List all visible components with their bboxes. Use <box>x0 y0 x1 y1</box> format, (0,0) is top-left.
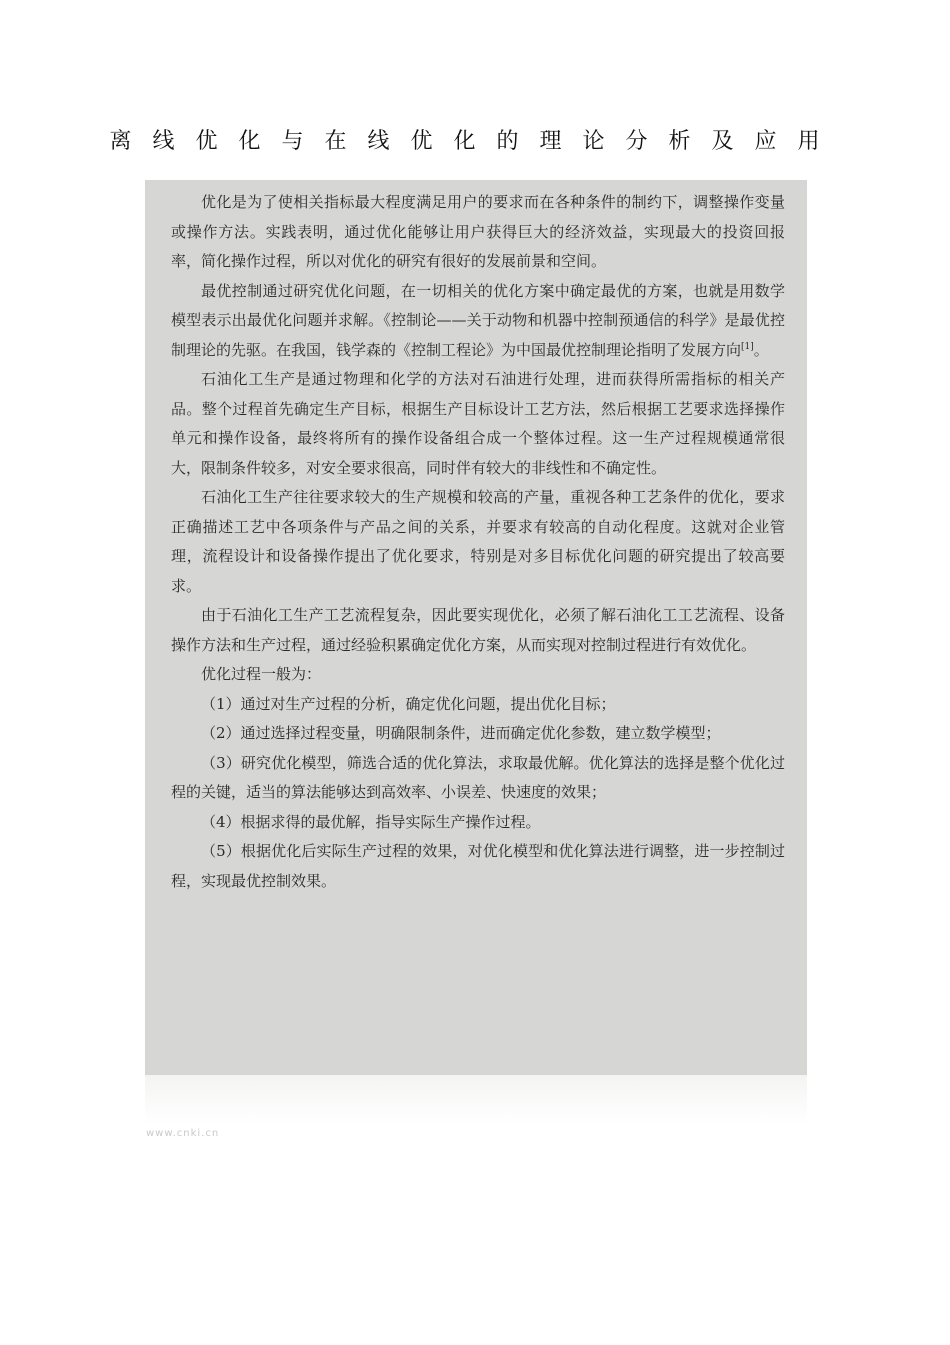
paragraph-5: 由于石油化工生产工艺流程复杂，因此要实现优化，必须了解石油化工工艺流程、设备操作方法和生产过程，通过经验积累确定优化方案，从而实现对控制过程进行有效优化。 <box>171 606 785 654</box>
paragraph-2-end: 。 <box>753 340 769 359</box>
paragraph-4: 石油化工生产往往要求较大的生产规模和较高的产量，重视各种工艺条件的优化，要求正确描述工艺中各项条件与产品之间的关系，并要求有较高的自动化程度。这就对企业管理，流程设计和设备操作提出了优化要求，特别是对多目标优化问题的研究提出了较高要求。 <box>171 488 785 595</box>
list-item-4: （4）根据求得的最优解，指导实际生产操作过程。 <box>201 812 541 831</box>
page-title: 离线优化与在线优化的理论分析及应用 <box>109 129 841 154</box>
paragraph-1: 优化是为了使相关指标最大程度满足用户的要求而在各种条件的制约下，调整操作变量或操作方法。实践表明，通过优化能够让用户获得巨大的经济效益，实现最大的投资回报率，简化操作过程，所以对优化的研究有很好的发展前景和空间。 <box>171 193 785 270</box>
paragraph-3: 石油化工生产是通过物理和化学的方法对石油进行处理，进而获得所需指标的相关产品。整个过程首先确定生产目标，根据生产目标设计工艺方法，然后根据工艺要求选择操作单元和操作设备，最终将所有的操作设备组合成一个整体过程。这一生产过程规模通常很大，限制条件较多，对安全要求很高，同时伴有较大的非线性和不确定性。 <box>171 370 785 477</box>
list-item-2: （2）通过选择过程变量，明确限制条件，进而确定优化参数，建立数学模型； <box>201 724 721 742</box>
paragraph-2-text: 最优控制通过研究优化问题，在一切相关的优化方案中确定最优的方案，也就是用数学模型表示出最优化问题并求解。《控制论——关于动物和机器中控制预通信的科学》是最优控制理论的先驱。在我国，钱学森的《控制工程论》为中国最优控制理论指明了发展方向 <box>171 281 785 359</box>
list-item-3: （3）研究优化模型，筛选合适的优化算法，求取最优解。优化算法的选择是整个优化过程的关键，适当的算法能够达到高效率、小误差、快速度的效果； <box>171 753 785 801</box>
list-intro: 优化过程一般为： <box>201 665 322 683</box>
scanned-page-image <box>145 180 807 1075</box>
list-item-5: （5）根据优化后实际生产过程的效果，对优化模型和优化算法进行调整，进一步控制过程，实现最优控制效果。 <box>171 842 785 890</box>
list-item-1: （1）通过对生产过程的分析，确定优化问题，提出优化目标； <box>201 694 616 713</box>
scan-bottom-fade <box>145 1075 807 1145</box>
watermark: www.cnki.cn <box>146 1128 220 1139</box>
citation-marker: [1] <box>741 341 754 352</box>
paragraph-2 <box>171 277 785 366</box>
